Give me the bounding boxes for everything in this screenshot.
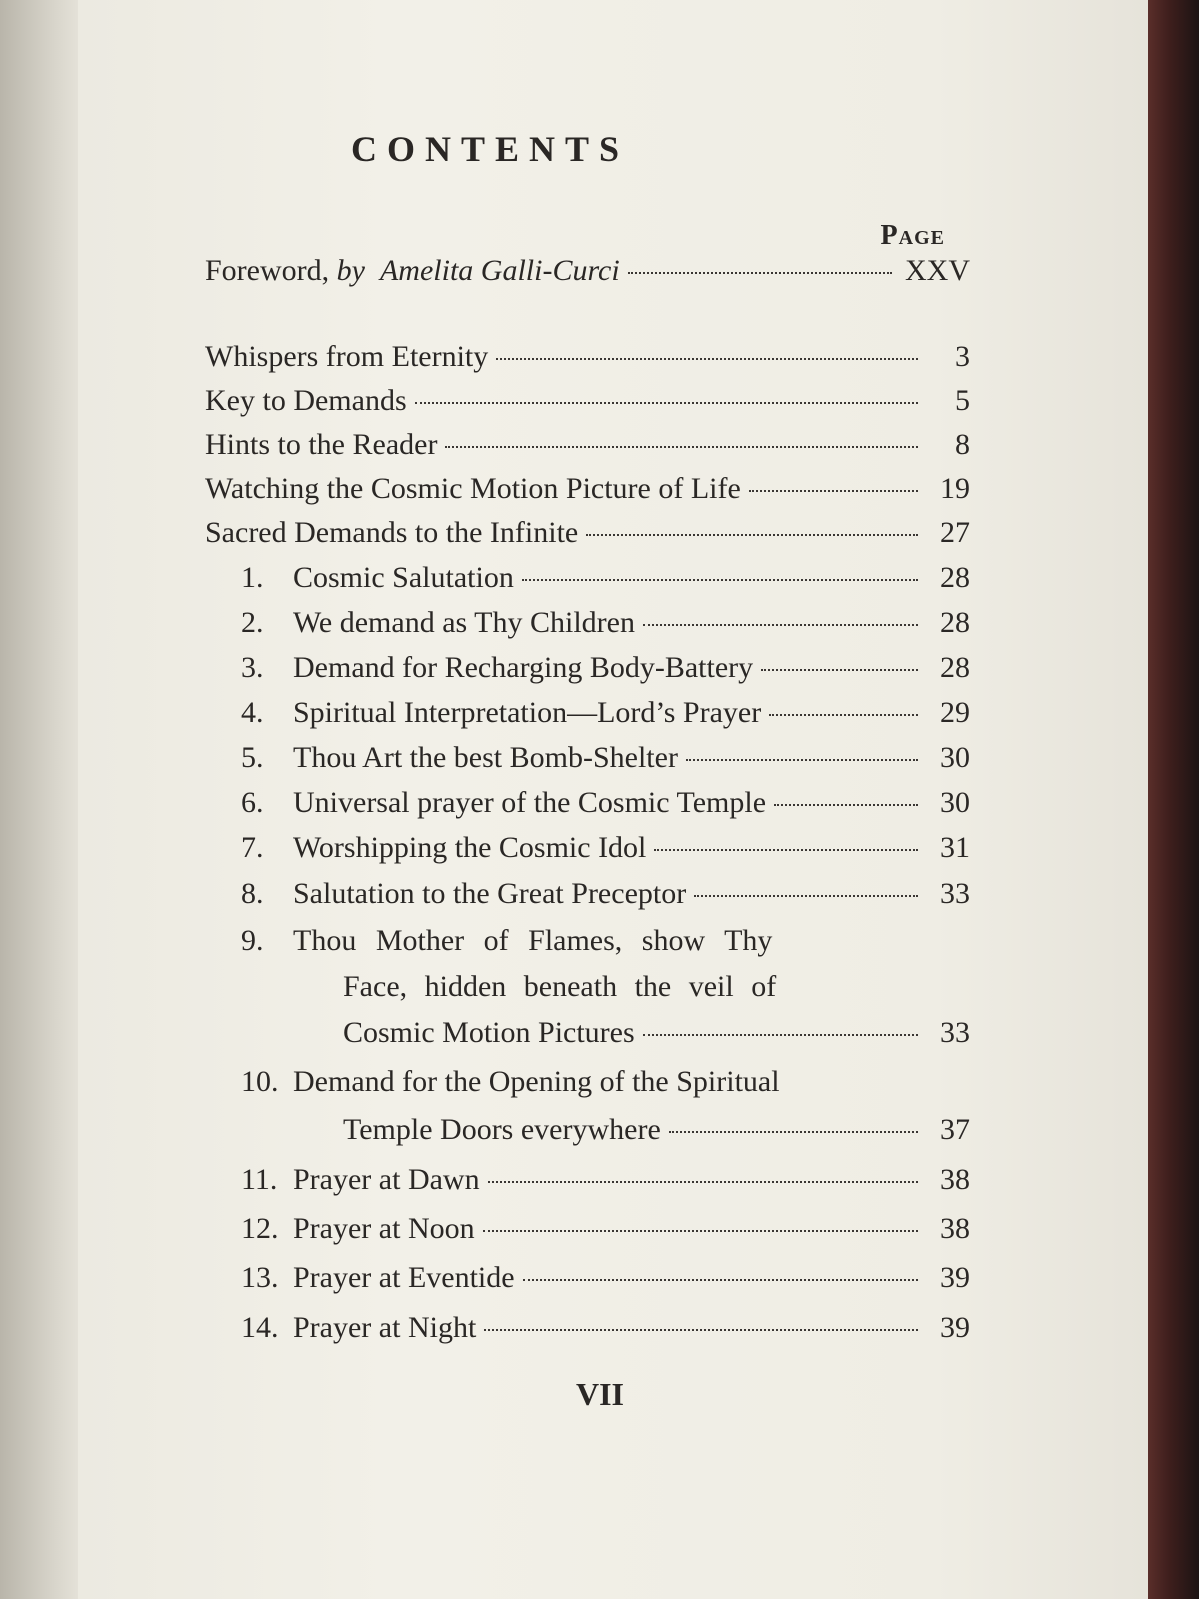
leader-dots [694, 895, 918, 897]
toc-label: Thou Art the best Bomb-Shelter [293, 741, 678, 774]
toc-row-demand [205, 1163, 970, 1205]
item-number: 14. [241, 1311, 279, 1344]
toc-row-foreword [205, 254, 970, 296]
leader-dots [488, 1181, 918, 1183]
item-number: 6. [241, 786, 264, 819]
leader-dots [586, 534, 918, 536]
toc-label: Universal prayer of the Cosmic Temple [293, 786, 767, 819]
item-number: 9. [241, 924, 264, 957]
toc-row [205, 340, 970, 382]
toc-page-number: 38 [940, 1163, 970, 1196]
toc-label: Key to Demands [205, 384, 407, 417]
toc-row-demand [205, 1311, 970, 1353]
item-number: 11. [241, 1163, 278, 1196]
toc-row-continuation [205, 1016, 970, 1058]
item-number: 7. [241, 831, 264, 864]
leader-dots [669, 1131, 918, 1133]
toc-row-demand [205, 741, 970, 783]
toc-row-demand [205, 696, 970, 738]
toc-page-number: 27 [940, 516, 970, 549]
toc-label-line: Temple Doors everywhere [343, 1113, 661, 1146]
toc-row [205, 384, 970, 426]
toc-page-number: 33 [940, 1016, 970, 1049]
toc-label: Prayer at Eventide [293, 1261, 515, 1294]
toc-label: Sacred Demands to the Infinite [205, 516, 579, 549]
leader-dots [686, 759, 918, 761]
toc-page-number: 30 [940, 741, 970, 774]
toc-row-demand [205, 786, 970, 828]
toc-page-number: 3 [955, 340, 970, 373]
leader-dots [761, 669, 918, 671]
toc-row-demand [205, 651, 970, 693]
toc-row-continuation [205, 1113, 970, 1155]
leader-dots [769, 714, 918, 716]
toc-page-number: 28 [940, 651, 970, 684]
toc-label-line: Face, hidden beneath the veil of [343, 970, 777, 1003]
toc-row-demand [205, 606, 970, 648]
toc-page-number: 37 [940, 1113, 970, 1146]
leader-dots [496, 358, 918, 360]
toc-page-number: 5 [955, 384, 970, 417]
toc-page-number: 39 [940, 1261, 970, 1294]
toc-label: Foreword, by Amelita Galli-Curci [205, 254, 620, 287]
leader-dots [654, 849, 918, 851]
item-number: 8. [241, 877, 264, 910]
item-number: 12. [241, 1212, 279, 1245]
book-gutter [0, 0, 78, 1599]
toc-label: Prayer at Night [293, 1311, 477, 1344]
toc-row-demand [205, 877, 970, 919]
toc-label: We demand as Thy Children [293, 606, 635, 639]
toc-page-number: 31 [940, 831, 970, 864]
leader-dots [749, 490, 918, 492]
toc-label: Prayer at Dawn [293, 1163, 480, 1196]
toc-row-demand [205, 924, 970, 966]
leader-dots [415, 402, 918, 404]
item-number: 13. [241, 1261, 279, 1294]
toc-page-number: 29 [940, 696, 970, 729]
toc-label: Salutation to the Great Preceptor [293, 877, 687, 910]
page-title: CONTENTS [350, 129, 630, 169]
leader-dots [483, 1230, 918, 1232]
toc-label: Demand for Recharging Body-Battery [293, 651, 754, 684]
toc-page-number: 30 [940, 786, 970, 819]
page-column-header: Page [880, 220, 945, 251]
item-number: 2. [241, 606, 264, 639]
toc-label: Cosmic Salutation [293, 561, 514, 594]
toc-row-continuation [205, 970, 970, 1012]
toc-row-demand [205, 1212, 970, 1254]
toc-page-number: 33 [940, 877, 970, 910]
leader-dots [522, 579, 918, 581]
item-number: 3. [241, 651, 264, 684]
leader-dots [628, 272, 892, 274]
toc-row-demand [205, 831, 970, 873]
toc-page-number: XXV [905, 254, 970, 287]
toc-row [205, 472, 970, 514]
page-folio-number: VII [575, 1376, 624, 1412]
item-number: 4. [241, 696, 264, 729]
toc-label: Prayer at Noon [293, 1212, 475, 1245]
leader-dots [643, 624, 918, 626]
book-cover-edge [1148, 0, 1199, 1599]
toc-row [205, 428, 970, 470]
leader-dots [445, 446, 918, 448]
toc-label-line: Cosmic Motion Pictures [343, 1016, 635, 1049]
toc-label: Worshipping the Cosmic Idol [293, 831, 647, 864]
leader-dots [774, 804, 918, 806]
item-number: 5. [241, 741, 264, 774]
toc-page-number: 28 [940, 561, 970, 594]
toc-page-number: 38 [940, 1212, 970, 1245]
toc-label: Spiritual Interpretation—Lord’s Prayer [293, 696, 762, 729]
leader-dots [523, 1279, 918, 1281]
toc-row-demand [205, 1065, 970, 1107]
toc-page-number: 28 [940, 606, 970, 639]
toc-label: Whispers from Eternity [205, 340, 489, 373]
leader-dots [484, 1329, 918, 1331]
toc-row [205, 516, 970, 558]
item-number: 1. [241, 561, 264, 594]
item-number: 10. [241, 1065, 279, 1098]
toc-page-number: 8 [955, 428, 970, 461]
toc-page-number: 19 [940, 472, 970, 505]
leader-dots [643, 1034, 918, 1036]
toc-label-line: Demand for the Opening of the Spiritual [293, 1065, 780, 1098]
toc-label: Watching the Cosmic Motion Picture of Life [205, 472, 741, 505]
toc-row-demand [205, 1261, 970, 1303]
toc-page-number: 39 [940, 1311, 970, 1344]
toc-label: Hints to the Reader [205, 428, 438, 461]
toc-label-line: Thou Mother of Flames, show Thy [293, 924, 773, 957]
toc-row-demand [205, 561, 970, 603]
